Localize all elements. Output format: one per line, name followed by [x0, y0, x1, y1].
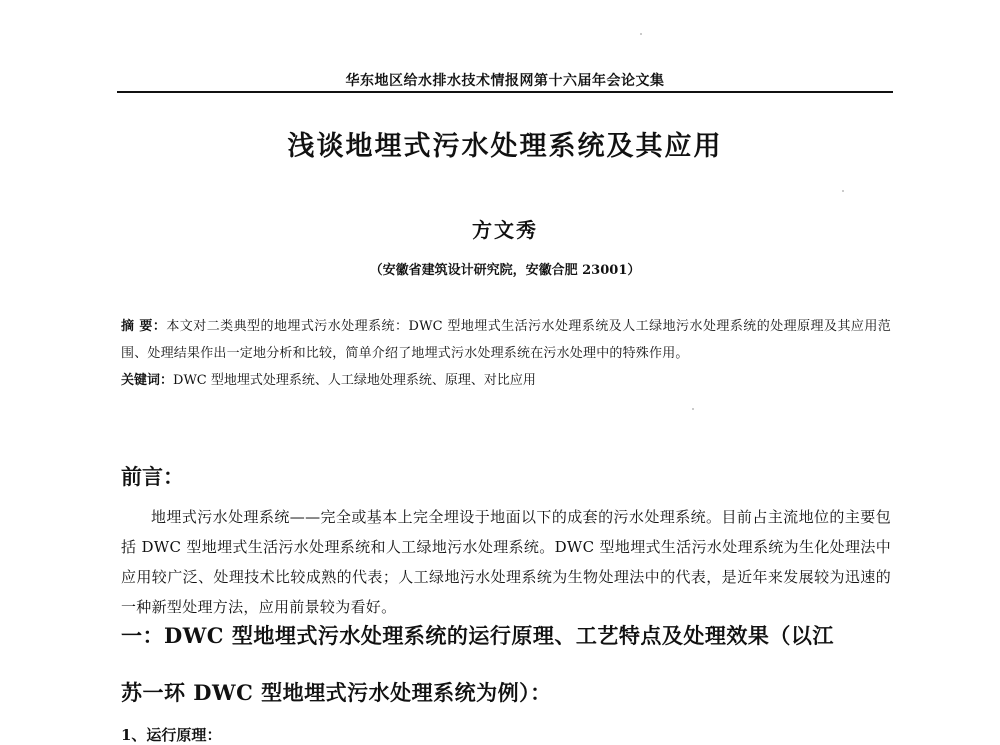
- author-name: 方文秀: [472, 218, 538, 242]
- header-rule: [117, 91, 893, 93]
- preface-paragraph: 地埋式污水处理系统——完全或基本上完全埋设于地面以下的成套的污水处理系统。目前占主流地位的主要包括 DWC 型地埋式生活污水处理系统和人工绿地污水处理系统。DWC 型地埋式生活污水处理系统为生化处理法中应用较广泛、处理技术比较成熟的代表；人工绿地污水处理系统为生物处理法中的代表，是近年来发展较为迅速的一种新型处理方法，应用前景较为看好。: [121, 508, 891, 616]
- abstract-text: 本文对二类典型的地埋式污水处理系统：DWC 型地埋式生活污水处理系统及人工绿地污水处理系统的处理原理及其应用范围、处理结果作出一定地分析和比较，简单介绍了地埋式污水处理系统在污水处理中的特殊作用。: [121, 319, 892, 361]
- running-header: 华东地区给水排水技术情报网第十六届年会论文集: [345, 73, 665, 89]
- scan-speck: [640, 33, 642, 35]
- abstract: [121, 313, 891, 367]
- keywords-label: 关键词：: [121, 373, 174, 388]
- section1-subheading: 1、运行原理：: [121, 726, 222, 744]
- section1-heading-line1: 一：DWC 型地埋式污水处理系统的运行原理、工艺特点及处理效果（以江: [121, 623, 834, 648]
- keywords-text: DWC 型地埋式处理系统、人工绿地处理系统、原理、对比应用: [173, 373, 536, 388]
- author-affiliation: （安徽省建筑设计研究院，安徽合肥 23001）: [369, 263, 641, 278]
- keywords: [121, 367, 891, 394]
- scan-speck: [842, 190, 844, 192]
- section1-heading-line2: 苏一环 DWC 型地埋式污水处理系统为例）：: [121, 680, 552, 705]
- paper-title: 浅谈地埋式污水处理系统及其应用: [287, 131, 723, 162]
- abstract-label: 摘 要：: [121, 319, 167, 334]
- scan-speck: [692, 408, 694, 410]
- preface-heading: 前言：: [121, 464, 184, 489]
